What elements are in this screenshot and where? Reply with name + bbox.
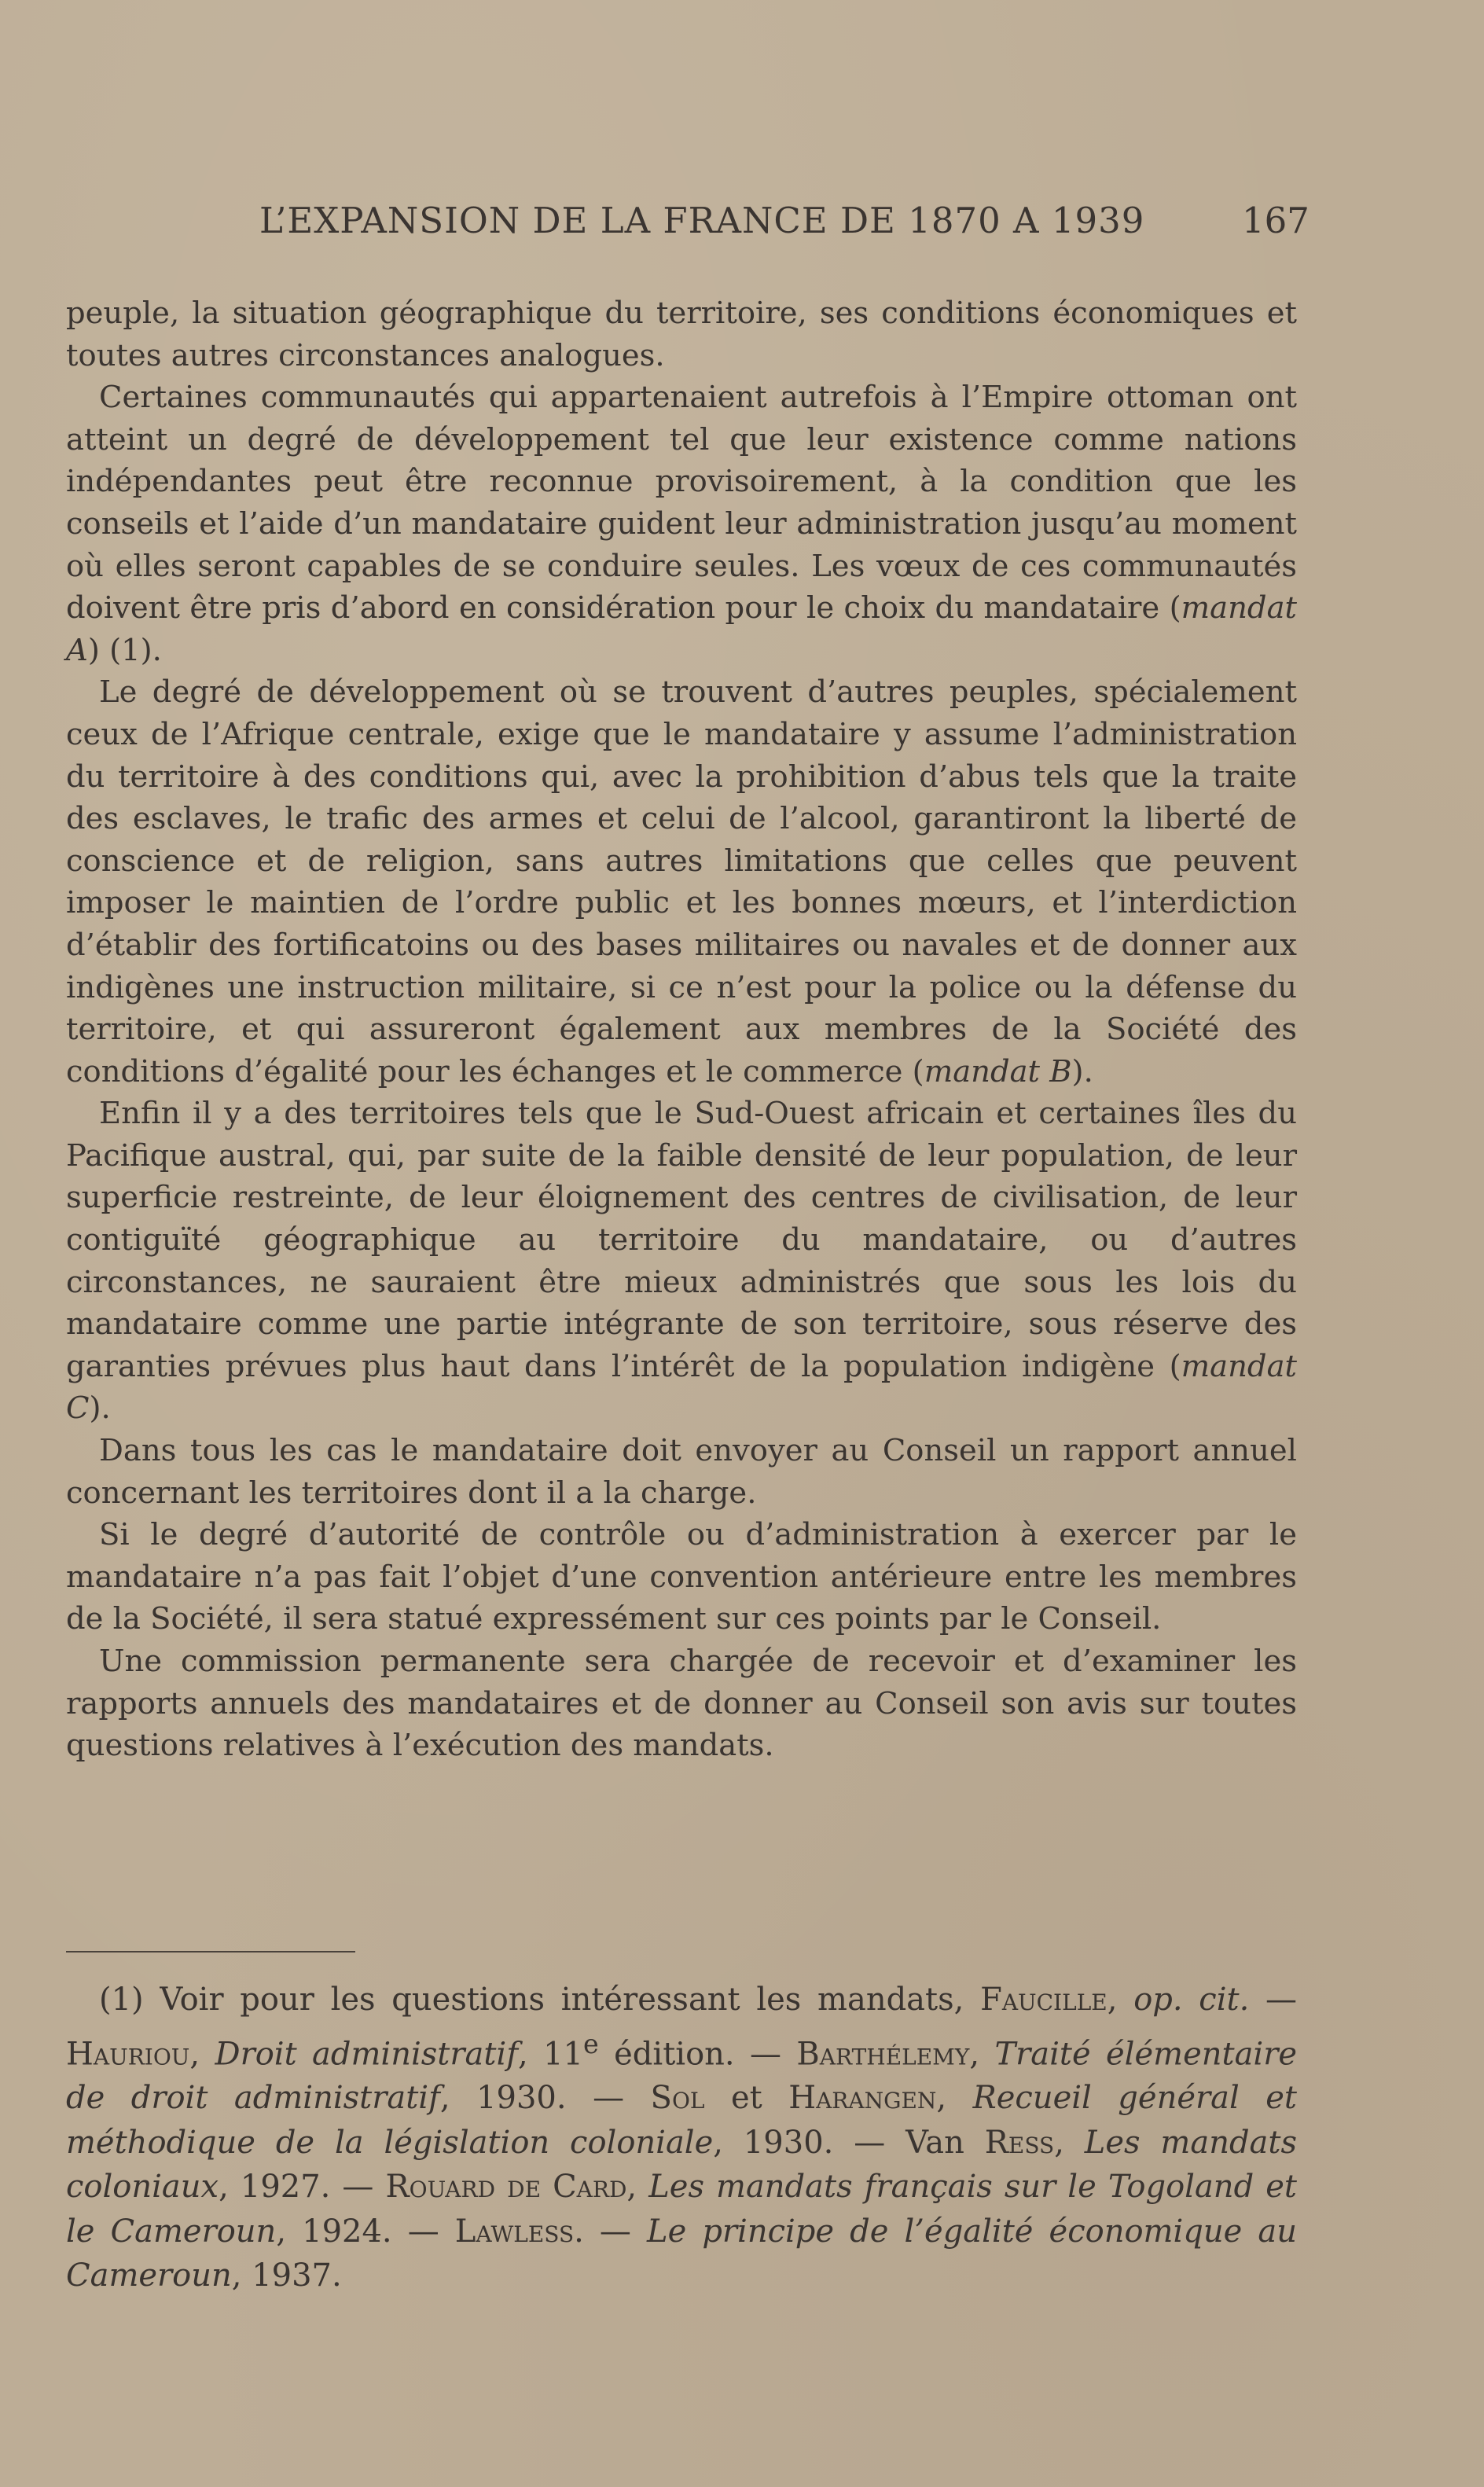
author-prefix: Van xyxy=(905,2124,985,2161)
separator: , xyxy=(189,2035,215,2072)
separator: , xyxy=(626,2169,649,2206)
year: , 1927. — xyxy=(219,2169,386,2206)
paragraph-end: ). xyxy=(1071,1053,1093,1089)
mandat-c-label: mandat C xyxy=(66,1348,1297,1427)
paragraph-continuation: peuple, la situation géographique du territoire, ses conditions économiques et toutes autres circonstances analogues. xyxy=(66,296,1297,373)
footnote-marker: (1) Voir pour les questions intéressant les mandats, xyxy=(99,1982,981,2018)
title-droit-administratif: Droit administratif xyxy=(215,2035,519,2072)
footnote xyxy=(66,1978,1297,2298)
paragraph-annual-report: Dans tous les cas le mandataire doit envoyer au Conseil un rapport annuel concernant les territoires dont il a la charge. xyxy=(66,1433,1297,1511)
author-hauriou: Hauriou xyxy=(66,2035,190,2072)
footnote-reference: ) (1). xyxy=(87,632,162,668)
title-mandats-francais: Les mandats français sur le Togoland et le Cameroun xyxy=(66,2169,1297,2250)
separator: . — xyxy=(574,2213,648,2250)
paragraph-mandat-c xyxy=(66,1093,1297,1430)
paragraph-commission: Une commission permanente sera chargée de recevoir et d’examiner les rapports annuels des mandataires et de donner au Conseil son avis sur toutes questions relatives à l’exécution des mandats. xyxy=(66,1644,1297,1764)
title-traite: Traité élémentaire de droit administratif xyxy=(66,2035,1298,2117)
title-principe-egalite: Le principe de l’égalité économique au Cameroun xyxy=(66,2213,1297,2294)
conjunction: et xyxy=(704,2080,789,2117)
paragraph-mandat-b xyxy=(66,671,1297,1093)
author-ress: Ress xyxy=(984,2124,1055,2161)
paragraph-authority: Si le degré d’autorité de contrôle ou d’administration à exercer par le mandataire n’a pas fait l’objet d’une convention antérieure entre les membres de la Société, il sera statué expressément sur ces points par le Conseil. xyxy=(66,1517,1297,1637)
separator: — xyxy=(1249,1982,1298,2018)
author-lawless: Lawless xyxy=(454,2213,575,2250)
mandat-b-label: mandat B xyxy=(924,1053,1072,1089)
author-faucille: Faucille xyxy=(980,1982,1107,2018)
separator: , xyxy=(1054,2124,1085,2161)
footnote-divider xyxy=(66,1951,355,1952)
title-recueil: Recueil général et méthodique de la législation coloniale xyxy=(66,2080,1298,2161)
separator: , xyxy=(969,2035,995,2072)
page-number: 167 xyxy=(1242,200,1310,241)
mandat-a-label: mandat A xyxy=(66,590,1297,668)
author-rouard-de-card: Rouard de Card xyxy=(385,2169,627,2206)
year: , 1930. — xyxy=(439,2080,651,2117)
edition-text: édition. — xyxy=(598,2035,797,2072)
paragraph-end: ). xyxy=(89,1390,111,1427)
separator: , xyxy=(1107,1982,1134,2018)
year: , 1937. xyxy=(231,2257,342,2294)
year: , 1924. — xyxy=(276,2213,455,2250)
author-sol: Sol xyxy=(650,2080,705,2117)
author-harangen: Harangen xyxy=(788,2080,937,2117)
op-cit: op. cit. xyxy=(1133,1982,1250,2018)
year: , 1930. — xyxy=(713,2124,906,2161)
author-barthelemy: Barthélemy xyxy=(796,2035,970,2072)
paragraph-mandat-a xyxy=(66,377,1297,671)
edition-number: , 11 xyxy=(518,2035,584,2072)
paragraph-text: Enfin il y a des territoires tels que le Sud-Ouest africain et certaines îles du Pacifique austral, qui, par suite de la faible densité de leur population, de leur superficie restreinte, de leur éloignement des centres de civilisation, de leur contiguïté géographique au territoire du mandataire, ou d’autres circonstances, ne sauraient être mieux administrés que sous les lois du mandataire comme une partie intégrante de son territoire, sous réserve des garanties prévues plus haut dans l’intérêt de la population indigène ( xyxy=(66,1096,1297,1384)
title-mandats-coloniaux: Les mandats coloniaux xyxy=(66,2124,1298,2206)
running-header: L’EXPANSION DE LA FRANCE DE 1870 A 1939 xyxy=(259,200,1145,241)
edition-superscript: e xyxy=(583,2028,599,2059)
body-text xyxy=(66,292,1297,1767)
paragraph-text: Certaines communautés qui appartenaient autrefois à l’Empire ottoman ont atteint un degré de développement tel que leur existence comme nations indépendantes peut être reconnue provisoirement, à la condition que les conseils et l’aide d’un mandataire guident leur administration jusqu’au moment où elles seront capables de se conduire seules. Les vœux de ces communautés doivent être pris d’abord en considération pour le choix du mandataire ( xyxy=(66,380,1297,626)
paragraph-text: Le degré de développement où se trouvent d’autres peuples, spécialement ceux de l’Afrique centrale, exige que le mandataire y assume l’administration du territoire à des conditions qui, avec la prohibition d’abus tels que la traite des esclaves, le trafic des armes et celui de l’alcool, garantiront la liberté de conscience et de religion, sans autres limitations que celles que peuvent imposer le maintien de l’ordre public et les bonnes mœurs, et l’interdiction d’établir des fortificatoins ou des bases militaires ou navales et de donner aux indigènes une instruction militaire, si ce n’est pour la police ou la défense du territoire, et qui assureront également aux membres de la Société des conditions d’égalité pour les échanges et le commerce ( xyxy=(66,674,1297,1089)
separator: , xyxy=(936,2080,973,2117)
